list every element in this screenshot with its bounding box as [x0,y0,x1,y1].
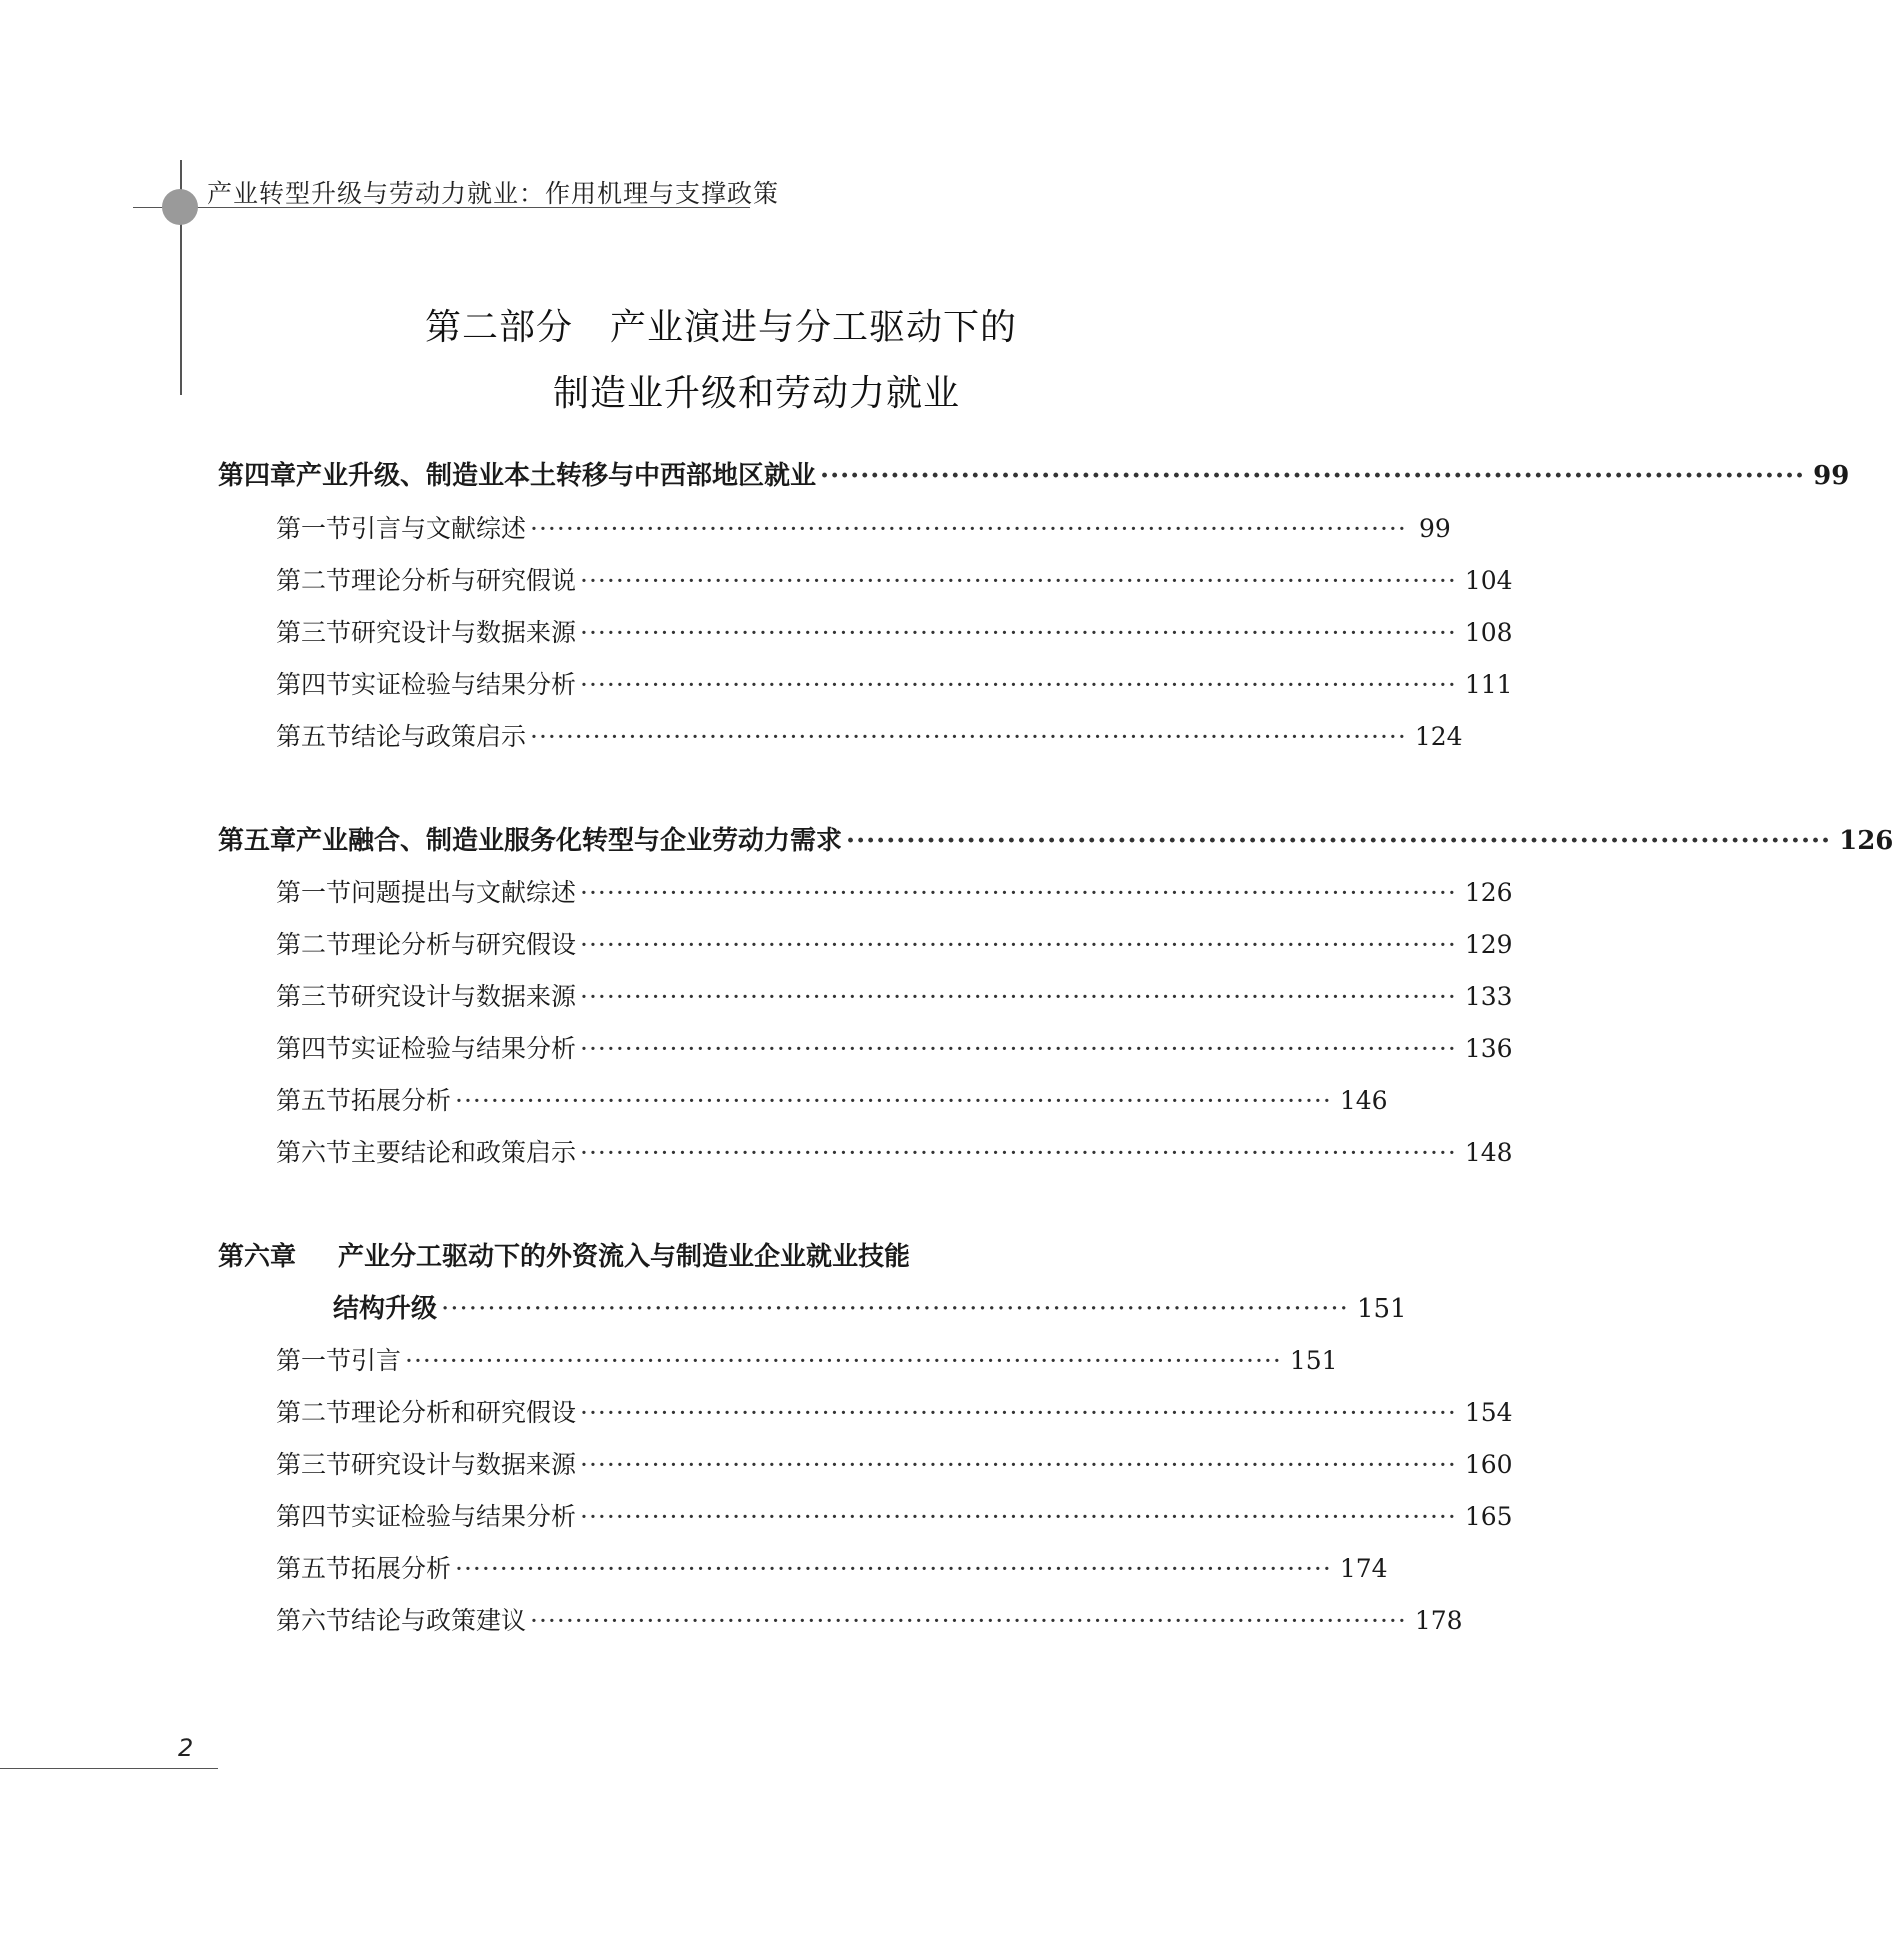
dot-leader: ·································································································· [580,878,1457,907]
dot-leader: ·································································································· [846,826,1832,856]
section-title: 研究设计与数据来源 [351,982,577,1011]
toc-section-6-4[interactable] [276,1497,1513,1537]
toc-section-4-1[interactable] [276,509,1451,549]
dot-leader: ·································································································· [580,1138,1457,1167]
toc-chapter-5[interactable] [218,821,1893,861]
page-ref: 151 [1289,1346,1338,1375]
running-header: 产业转型升级与劳动力就业：作用机理与支撑政策 [207,179,780,208]
dot-leader: ·································································································· [580,1450,1457,1479]
page-ref: 148 [1464,1138,1513,1167]
chapter-label: 第五章 [218,826,297,856]
toc-chapter-6-continued[interactable] [333,1289,1407,1329]
section-label: 第四节 [276,1034,352,1063]
dot-leader: ·································································································· [820,461,1806,491]
toc-section-5-3[interactable] [276,977,1513,1017]
dot-leader: ·································································································· [441,1294,1349,1324]
section-label: 第二节 [276,1398,352,1427]
page-ref: 129 [1464,930,1513,959]
section-title: 理论分析与研究假设 [351,930,577,959]
page-ref: 111 [1464,670,1513,699]
section-title: 主要结论和政策启示 [351,1138,577,1167]
chapter-title-continued: 结构升级 [333,1294,438,1324]
toc-section-6-5[interactable] [276,1549,1388,1589]
section-label: 第五节 [276,1086,352,1115]
toc-section-5-1[interactable] [276,873,1513,913]
section-title: 拓展分析 [351,1554,452,1583]
section-label: 第二节 [276,930,352,959]
page-ref: 126 [1839,826,1893,856]
chapter-title: 产业分工驱动下的外资流入与制造业企业就业技能 [338,1242,911,1272]
page-ref: 133 [1464,982,1513,1011]
page-number: 2 [178,1734,194,1762]
dot-leader: ·································································································· [580,1034,1457,1063]
dot-leader: ·································································································· [530,722,1407,751]
section-label: 第一节 [276,1346,352,1375]
section-label: 第四节 [276,670,352,699]
page-ref: 146 [1339,1086,1388,1115]
toc-section-6-3[interactable] [276,1445,1513,1485]
dot-leader: ·································································································· [580,1502,1457,1531]
page-ref: 136 [1464,1034,1513,1063]
toc-section-4-4[interactable] [276,665,1513,705]
toc-section-4-2[interactable] [276,561,1513,601]
part-title-line-2: 制造业升级和劳动力就业 [552,373,960,414]
toc-chapter-6[interactable] [218,1237,1164,1277]
dot-leader: ·································································································· [580,566,1457,595]
chapter-title: 产业融合、制造业服务化转型与企业劳动力需求 [296,826,843,856]
toc-section-6-1[interactable] [276,1341,1338,1381]
section-label: 第六节 [276,1606,352,1635]
section-label: 第四节 [276,1502,352,1531]
page-ref: 124 [1414,722,1463,751]
page-ref: 126 [1464,878,1513,907]
section-title: 研究设计与数据来源 [351,1450,577,1479]
page-ref: 99 [1419,514,1451,543]
dot-leader: ·································································································· [455,1554,1332,1583]
section-title: 引言与文献综述 [351,514,527,543]
part-title-line-1: 第二部分 产业演进与分工驱动下的 [425,307,1018,348]
toc-section-5-4[interactable] [276,1029,1513,1069]
page-ref: 99 [1813,461,1850,491]
chapter-label: 第六章 [218,1242,297,1272]
dot-leader: ·································································································· [580,670,1457,699]
section-title: 引言 [351,1346,402,1375]
dot-leader: ·································································································· [530,1606,1407,1635]
dot-leader: ·································································································· [455,1086,1332,1115]
chapter-title: 产业升级、制造业本土转移与中西部地区就业 [296,461,817,491]
section-title: 研究设计与数据来源 [351,618,577,647]
toc-section-6-2[interactable] [276,1393,1513,1433]
section-label: 第五节 [276,1554,352,1583]
section-title: 拓展分析 [351,1086,452,1115]
section-label: 第一节 [276,514,352,543]
section-title: 实证检验与结果分析 [351,670,577,699]
toc-section-4-5[interactable] [276,717,1463,757]
page-ref: 178 [1414,1606,1463,1635]
page-ref: 160 [1464,1450,1513,1479]
dot-leader: ·································································································· [580,982,1457,1011]
toc-section-4-3[interactable] [276,613,1513,653]
chapter-label: 第四章 [218,461,297,491]
dot-leader: ·································································································· [580,930,1457,959]
page-ref: 154 [1464,1398,1513,1427]
page-ref: 108 [1464,618,1513,647]
toc-chapter-4[interactable] [218,456,1850,496]
section-label: 第三节 [276,618,352,647]
toc-section-5-6[interactable] [276,1133,1513,1173]
dot-leader: ·································································································· [405,1346,1282,1375]
section-label: 第一节 [276,878,352,907]
page-ref: 174 [1339,1554,1388,1583]
toc-section-5-5[interactable] [276,1081,1388,1121]
header-circle-ornament [162,189,198,225]
section-title: 结论与政策启示 [351,722,527,751]
section-title: 理论分析和研究假设 [351,1398,577,1427]
section-label: 第三节 [276,982,352,1011]
section-title: 问题提出与文献综述 [351,878,577,907]
part-title [425,295,1018,427]
section-title: 结论与政策建议 [351,1606,527,1635]
section-title: 实证检验与结果分析 [351,1034,577,1063]
page-ref: 165 [1464,1502,1513,1531]
dot-leader: ·································································································· [580,618,1457,647]
dot-leader: ·································································································· [530,514,1407,543]
section-title: 实证检验与结果分析 [351,1502,577,1531]
toc-section-5-2[interactable] [276,925,1513,965]
section-label: 第三节 [276,1450,352,1479]
page-ref: 151 [1356,1294,1407,1324]
section-title: 理论分析与研究假说 [351,566,577,595]
section-label: 第六节 [276,1138,352,1167]
section-label: 第二节 [276,566,352,595]
toc-section-6-6[interactable] [276,1601,1463,1641]
section-label: 第五节 [276,722,352,751]
page-ref: 104 [1464,566,1513,595]
footer-rule [0,1768,218,1769]
dot-leader: ·································································································· [580,1398,1457,1427]
